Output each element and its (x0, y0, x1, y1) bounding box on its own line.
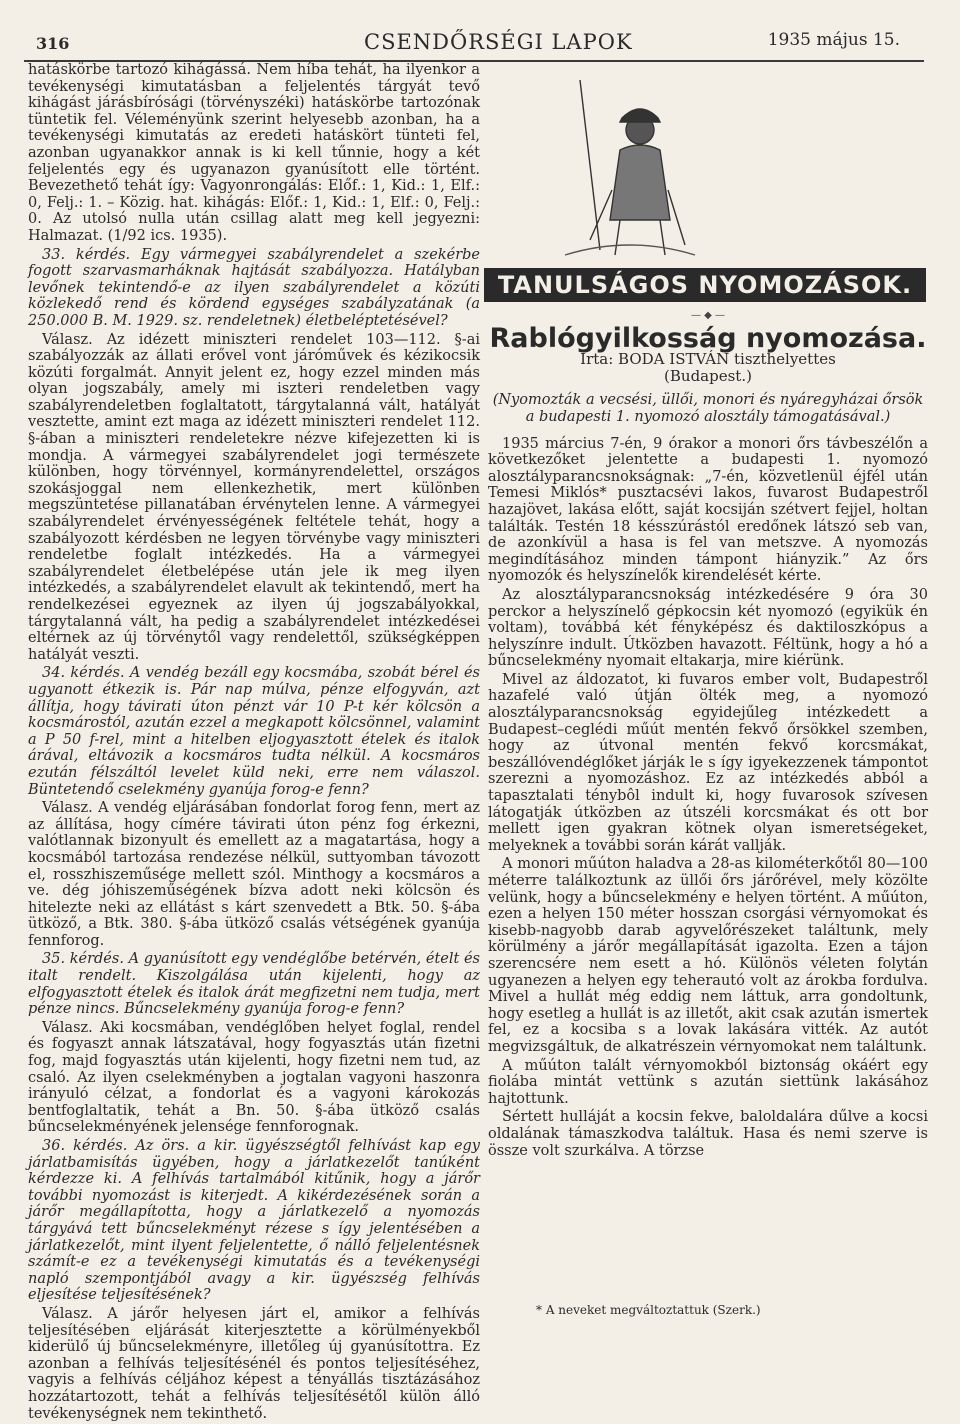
article-paragraph: Mivel az áldozatot, ki fuvaros ember volt, Budapestről hazafelé való útján ölték meg, a nyomozó alosztályparancsnokság egyidejűleg intézkedett a Budapest–ceglédi műút mentén fekvő őrsökkel szemben, hogy az útvonal mentén fekvő korcsmákat, beszállóvendéglőket járják le s így igyekezzenek támpontot szerezni a nyomozáshoz. Ez az intézkedés abból a tapasztalati ténybôl indult ki, hogy fuvarosok szívesen látogatják útközben az útszéli korcsmákat és ott bor mellett igen gyakran kötnek olyan ismeretségeket, melyeknek a további során kárát vallják. (488, 671, 928, 854)
answer-36: Válasz. A járőr helyesen járt el, amikor a felhívás teljesítésében eljárását kiterjesztette a körülményekből kiderülő új bűncselekményre, illetőleg új gyanúsítottra. Ez azonban a felhívás teljesítésénél és pontos teljesítéséhez, vagyis a felhívás céljához képest a tényállás tisztázásához hozzátartozott, tehát a felhívás teljesítésétől külön álló tevékenységnek nem tekinthető. (28, 1305, 480, 1422)
question-34: 34. kérdés. A vendég bezáll egy kocsmába, szobát bérel és ugyanott étkezik is. Pár nap múlva, pénze elfogyván, azt állítja, hogy távirati úton pénzt vár 10 P-t kér kölcsön a kocsmárostól, azután ezzel a megkapott kölcsönnel, valamint a P 50 f-rel, mint a hitelben eljogyasztott ételek és italok árával, eltávozik a kocsmáros tudta nélkül. A kocsmáros ezután félszáltól levelet küld neki, erre nem válaszol. Büntetendő cselekmény gyanúja forog-e fenn? (28, 665, 480, 798)
issue-date: 1935 május 15. (767, 30, 900, 50)
author-line: Írta: BODA ISTVÁN tiszthelyettes (580, 350, 836, 369)
journal-title: CSENDŐRSÉGI LAPOK (364, 30, 633, 54)
answer-35: Válasz. Aki kocsmában, vendéglőben helyet foglal, rendel és fogyaszt annak látszatával, hogy fogyasztás után fizetni fog, majd fogyasztás után kijelenti, hogy fizetni nem tud, az csaló. Az ilyen cselekményben a jogtalan vagyoni haszonra irányuló célzat, a fondorlat és a vagyoni károkozás bentfoglaltatik, tehát a Bn. 50. §-ába ütköző csalás bűncselekményének jelensége fennforognak. (28, 1019, 480, 1136)
ornament-divider: — ◆ — (690, 310, 726, 321)
answer-33: Válasz. Az idézett miniszteri rendelet 103—112. §-ai szabályozzák az állati erővel vont járóművek és kézikocsik közúti forgalmát. Annyit jelent ez, hogy ezzel minden más olyan jogszabály, amely mi iszteri rendeletben vagy szabályrendeletben foglaltatott, tárgytalanná vált, hatályát vesztette, amint ezt maga az idézett miniszteri rendelet 112. §-ában a miniszteri rendeletekre nézve kifejezetten ki is mondja. A vármegyei szabályrendelet jogi természete különben, hogy törvénnyel, kormányrendelettel, országos szokásjoggal nem ellenkezhetik, mert különben megszüntetése pillanatában érvénytelen lenne. A vármegyei szabályrendelet érvényességének feltétele tehát, hogy a szabályozott kérdésben ne legyen törvénybe vagy miniszteri rendeletbe foglalt intézkedés. Ha a vármegyei szabályrendelet életbelépése után jele ik meg ilyen intézkedés, a szabályrendelet elavult ak tekintendő, mert ha rendelkezései egyeznek az ilyen új jogszabályokkal, tárgytalanná vált, ha pedig a szabályrendelet intézkedései eltérnek az új törvénytől vagy rendelettől, szükségképpen hatályát veszti. (28, 331, 480, 663)
article-lead: (Nyomozták a vecsési, üllői, monori és nyáregyházai őrsök a budapesti 1. nyomozó alosztály támogatásával.) (492, 392, 924, 425)
left-column (28, 62, 480, 1424)
question-33: 33. kérdés. Egy vármegyei szabályrendelet a szekérbe fogott szarvasmarháknak hajtását szabályozza. Hatályban levőnek tekintendő-e az ilyen szabályrendelet a közúti közlekedő rend és kördend egységes szabályzatának (a 250.000 B. M. 1929. sz. rendeletnek) életbeléptetésével? (28, 246, 480, 329)
article-paragraph: A monori műúton haladva a 28-as kilométerkőtől 80—100 méterre találkoztunk az üllői őrs járőrével, mely közölte velünk, hogy a bűncselekmény e helyen történt. A műúton, ezen a helyen 150 méter hosszan csorgási vérnyomokat és kisebb-nagyobb darab agyvelőrészeket találtunk, mely körülmény a járőr megállapítását igazolta. Ezen a tájon szerencsére nem esett a hó. Különös véleten folytán ugyanezen a helyen egy teherautó volt az árokba fordulva. Mivel a hullát még eddig nem láttuk, arra gondoltunk, hogy esetleg a hullát is az illetőt, akit csak azután ismertek fel, ez a kocsiba s a lovak lakására vitték. Az autót megvizsgáltuk, de alkatrészein vérnyomokat nem találtunk. (488, 856, 928, 1055)
page-header (24, 18, 924, 62)
article-paragraph: Sértett hulláját a kocsin fekve, baloldalára dűlve a kocsi oldalának támaszkodva találtuk. Hasa és nemi szerve is össze volt szurkálva. A törzse (488, 1109, 928, 1159)
article-paragraph: Az alosztályparancsnokság intézkedésére 9 óra 30 perckor a helyszínelő gépkocsin két nyomozó (egyikük én voltam), továbbá két fényképész és daktiloszkópus a helyszínre indult. Útközben havazott. Féltünk, hogy a hó a bűncselekmény nyomait eltakarja, mire kiérünk. (488, 586, 928, 670)
article-paragraph: A műúton talált vérnyomokból biztonság okáért egy fiolába mintát vettünk s azután siettünk lakásához hajtottunk. (488, 1057, 928, 1107)
author-place: (Budapest.) (664, 366, 752, 385)
right-column (488, 304, 928, 1161)
article-paragraph: 1935 március 7-én, 9 órakor a monori őrs távbeszélőn a következőket jelentette a budapesti 1. nyomozó alosztályparancsnokságnak: „7-én, közvetlenül éjfél után Temesi Miklós* pusztacsévi lakos, fuvarost Budapestről hazajövet, lakása előtt, saját kocsiján szétvert fejjel, holtan találták. Testén 18 késszúrástól eredőnek látszó seb van, de azonkívül a hasa is fel van metszve. A nyomozás megindításához minden támpont hiányzik.” Az őrs nyomozók és helyszínelők kirendelését kérte. (488, 435, 928, 585)
gendarme-illustration-icon (560, 70, 700, 260)
article-title: Rablógyilkosság nyomozása. (489, 322, 927, 354)
footnote: * A neveket megváltoztattuk (Szerk.) (536, 1303, 761, 1317)
paragraph: hatáskörbe tartozó kihágássá. Nem híba tehát, ha ilyenkor a tevékenységi kimutatásban a feljelentés tárgyát tevő kihágást járásbírósági (törvényszéki) hatáskörbe tartozónak tüntetik fel. Véleményünk szerint helyesebb azonban, ha a tevékenységi kimutatás az eredeti hatáskört tünteti fel, azonban ugyanakkor annak is ki kell tűnnie, hogy a két feljelentés egy és ugyanazon gyanúsított elle történt. Bevezethető tehát így: Vagyonrongálás: Előf.: 1, Kid.: 1, Elf.: 0, Felj.: 1. – Közig. hat. kihágás: Előf.: 1, Kid.: 1, Elf.: 0, Felj.: 0. Az utolsó nulla után csillag alatt meg kell jegyezni: Halmazat. (1/92 ics. 1935). (28, 62, 480, 244)
question-35: 35. kérdés. A gyanúsított egy vendéglőbe betérvén, ételt és italt rendelt. Kiszolgálása után kijelenti, hogy az elfogyasztott ételek és italok árát megfizetni nem tudja, mert pénze nincs. Bűncselekmény gyanúja forog-e fenn? (28, 951, 480, 1018)
page-number: 316 (36, 34, 70, 53)
answer-34: Válasz. A vendég eljárásában fondorlat forog fenn, mert az az állítása, hogy címére távirati úton pénz fog érkezni, valótlannak bizonyult és emellett az a magatartása, hogy a kocsmából tartozása rendezése nélkül, suttyomban távozott el, rosszhiszeműsége mellett szól. Minthogy a kocsmáros a ve. dég jóhiszeműségének bízva adott neki kölcsön és hitelezte neki az ellátást s kárt szenvedett a Btk. 50. §-ába ütköző, a Btk. 380. §-ába ütköző csalás vétségének gyanúja fennforog. (28, 800, 480, 949)
question-36: 36. kérdés. Az örs. a kir. ügyészségtől felhívást kap egy járlatbamisítás ügyében, hogy a járlatkezelőt tanúként kérdezze ki. A felhívás tartalmából kitűnik, hogy a járőr további nyomozást is kiterjedt. A kikérdezésének során a járőr megállapította, hogy a járlatkezelő a nyomozás tárgyává tett bűncselekményt rézese s így jelentésében a járlatkezelőt, mint ilyent feljelentette, ő nálló feljelentésnek számít-e ez a tevékenységi kimutatás és a tevékenységi napló szempontjából avagy a kir. ügyészség felhívás eljesítése teljesítésének? (28, 1138, 480, 1304)
section-banner: TANULSÁGOS NYOMOZÁSOK. (484, 268, 926, 302)
